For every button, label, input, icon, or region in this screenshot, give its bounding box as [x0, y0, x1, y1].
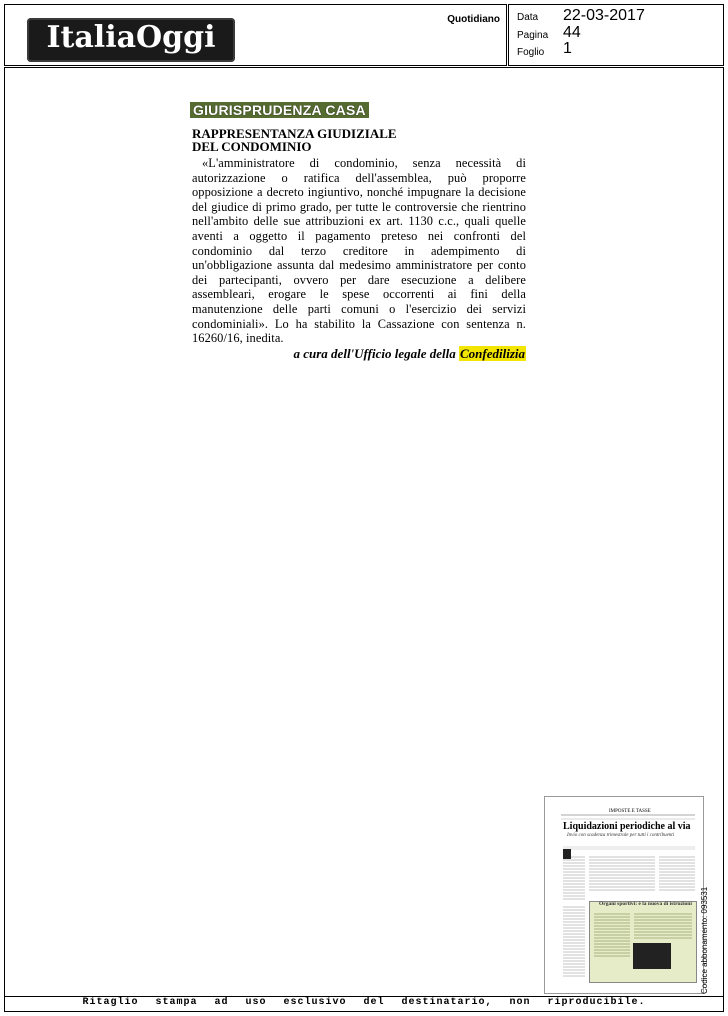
footer-disclaimer: Ritaglio stampa ad uso esclusivo del destinatario, non riproducibile.	[82, 997, 646, 1008]
header-masthead	[4, 4, 507, 66]
meta-value-foglio: 1	[563, 40, 572, 57]
credit-prefix: a cura dell'Ufficio legale della	[293, 345, 456, 361]
italiaoggi-logo	[27, 18, 235, 62]
thumbnail-title: Liquidazioni periodiche al via	[563, 821, 691, 832]
section-kicker: GIURISPRUDENZA CASA	[190, 102, 369, 118]
article-credit	[190, 346, 526, 362]
credit-highlight: Confedilizia	[459, 345, 525, 361]
header-metadata	[508, 4, 724, 66]
subscription-code-text: Codice abbonamento: 093531	[700, 886, 709, 994]
headline-line-2: DEL CONDOMINIO	[192, 139, 312, 154]
article-body: «L'amministratore di condominio, senza necessità di autorizzazione o ratifica dell'assemblea, può proporre opposizione a decreto ingiuntivo, nonché impugnare la decisione del giudice di primo grado, per tutte le controversie che rientrino nell'ambito delle sue attribuzioni ex art. 1130 c.c., quali quelle aventi a oggetto il pagamento preteso nei confronti del condominio dal terzo creditore in adempimento di un'obbligazione assunta dal medesimo amministratore per conto dei partecipanti, ovvero per dare esecuzione a delibere assembleari, erogare le spese occorrenti ai fini della manutenzione delle parti comuni o l'esercizio dei servizi condominiali». Lo ha stabilito la Cassazione con sentenza n. 16260/16, inedita.	[192, 156, 526, 346]
article	[190, 102, 526, 362]
thumbnail-subtitle: Invio con scadenza trimestrale per tutti i contribuenti	[567, 833, 675, 838]
footer	[4, 997, 724, 1012]
thumbnail-box-lines	[590, 902, 696, 982]
meta-label-data: Data	[517, 12, 539, 23]
thumbnail-highlight-box	[589, 901, 697, 983]
publication-type: Quotidiano	[447, 14, 500, 25]
meta-value-data: 22-03-2017	[563, 7, 645, 24]
thumbnail-dark-block	[633, 943, 671, 969]
article-headline	[192, 127, 432, 153]
meta-label-foglio: Foglio	[517, 47, 545, 58]
logo-text: ItaliaOggi	[46, 20, 216, 55]
meta-value-pagina: 44	[563, 24, 581, 41]
subscription-code	[700, 884, 722, 994]
thumbnail-section: IMPOSTE E TASSE	[609, 809, 651, 814]
thumbnail-box-title: Organi sportivi: è la nuova di istruzioni	[599, 901, 692, 907]
headline-line-1: RAPPRESENTANZA GIUDIZIALE	[192, 126, 397, 141]
page-thumbnail	[544, 796, 704, 994]
meta-label-pagina: Pagina	[517, 30, 549, 41]
